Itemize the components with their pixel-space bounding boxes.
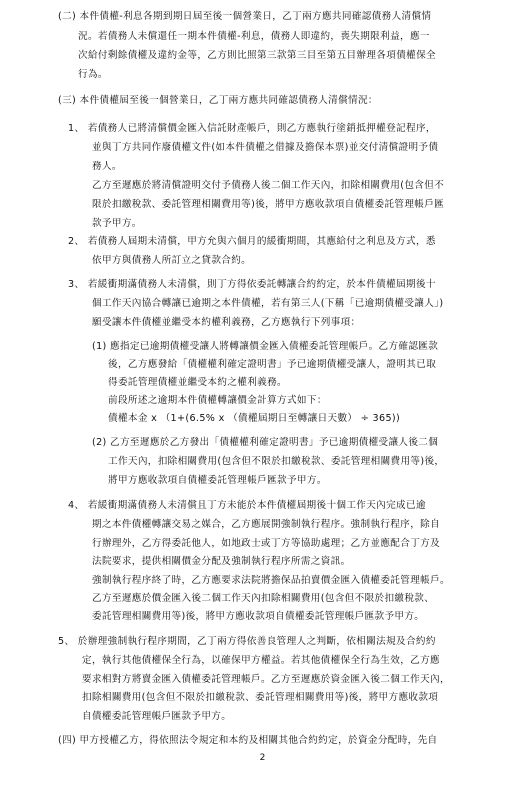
text-line: 並與丁方共同作廢債權文件(如本件債權之借據及擔保本票)並交付清償證明予債 [92,142,439,153]
text-line: 後，乙方應發給「債權權利確定證明書」予已逾期債權受讓人，證明其已取 [108,359,437,370]
page-number: 2 [259,753,266,763]
text-line: 限於扣繳稅款、委託管理相關費用等)後，將甲方應收款項自債權委託管理帳戶匯 [92,199,445,210]
text-line: 況。若債務人未償還任一期本件債權-利息，債務人即違約，喪失期限利益，應一 [78,31,430,42]
text-line: (1) 應指定已逾期債權受讓人將轉讓價金匯入債權委託管理帳戶。乙方確認匯款 [92,341,439,352]
text-line: (三) 本件債權屆至後一個營業日，乙丁兩方應共同確認債務人清償情況： [58,95,378,106]
text-line: 得委託管理債權並繼受本約之權利義務。 [108,377,287,388]
text-line: 將甲方應收款項自債權委託管理帳戶匯款予甲方。 [108,475,327,486]
text-line: 次給付剩餘債權及違約金等，乙方則比照第三款第三目至第五目辦理各項債權保全 [78,50,436,61]
text-line: 法院要求，提供相關價金分配及強制執行程序所需之資訊。 [92,556,351,567]
text-line: 債權本金 x （1+(6.5% x （債權屆期日至轉讓日天數） ÷ 365)) [108,413,401,424]
text-line: 行為。 [78,69,108,80]
text-line: 定，執行其他債權保全行為，以確保甲方權益。若其他債權保全行為生效，乙方應 [82,655,440,666]
text-line: 強制執行程序終了時，乙方應要求法院將擔保品拍賣價金匯入債權委託管理帳戶。 [92,575,450,586]
text-line: 工作天內，扣除相關費用(包含但不限於扣繳稅款、委託管理相關費用等)後， [108,456,445,467]
text-line: 期之本件債權轉讓交易之媒合，乙方應展開強制執行程序。強制執行程序，除自 [92,519,441,530]
text-line: 委託管理相關費用等)後，將甲方應收款項自債權委託管理帳戶匯款予甲方。 [92,611,425,622]
text-line: (2) 乙方至遲應於乙方發出「債權權利確定證明書」予已逾期債權受讓人後二個 [92,437,439,448]
text-line: (四) 甲方授權乙方，得依照法令規定和本約及相關其他合約約定，於資金分配時，先自 [58,735,438,746]
text-line: 2、 若債務人屆期未清償，甲方允與六個月的緩衝期間，其應給付之利息及方式，悉 [68,236,436,247]
text-line: 1、 若債務人已將清償價金匯入信託財產帳戶，則乙方應執行塗銷抵押權登記程序， [68,123,436,134]
text-line: 願受讓本件債權並繼受本約權利義務，乙方應執行下列事項： [92,317,361,328]
text-line: 乙方至遲應於價金匯入後二個工作天內扣除相關費用(包含但不限於扣繳稅款、 [92,593,435,604]
text-line: (二) 本件債權-利息各期到期日屆至後一個營業日，乙丁兩方應共同確認債務人清償情 [58,11,432,22]
text-line: 要求相對方將賣金匯入債權委託管理帳戶。乙方至遲應於資金匯入後二個工作天內， [82,674,450,685]
text-line: 扣除相關費用(包含但不限於扣繳稅款、委託管理相關費用等)後，將甲方應收款項 [82,692,439,703]
text-line: 款予甲方。 [92,218,142,229]
text-line: 3、 若緩衝期滿債務人未清償，則丁方得依委託轉讓合約約定，於本件債權屆期後十 [68,279,436,290]
text-line: 務人。 [92,161,122,172]
text-line: 前段所述之逾期本件債權轉讓價金計算方式如下： [108,395,327,406]
text-line: 4、 若緩衝期滿債務人未清償且丁方未能於本件債權屆期後十個工作天內完成已逾 [68,500,426,511]
text-line: 自債權委託管理帳戶匯款予甲方。 [82,711,232,722]
text-line: 依甲方與債務人所訂立之貸款合約。 [92,255,252,266]
text-line: 乙方至遲應於將清償證明交付予債務人後二個工作天內，扣除相關費用(包含但不 [92,180,445,191]
text-line: 行辦理外，乙方得委託他人，如地政士或丁方等協助處理；乙方並應配合丁方及 [92,538,441,549]
text-line: 5、 於辦理強制執行程序期間，乙丁兩方得依善良管理人之判斷，依相關法規及合約約 [58,636,436,647]
text-line: 個工作天內協合轉讓已逾期之本件債權，若有第三人(下稱「已逾期債權受讓人」) [92,298,444,309]
